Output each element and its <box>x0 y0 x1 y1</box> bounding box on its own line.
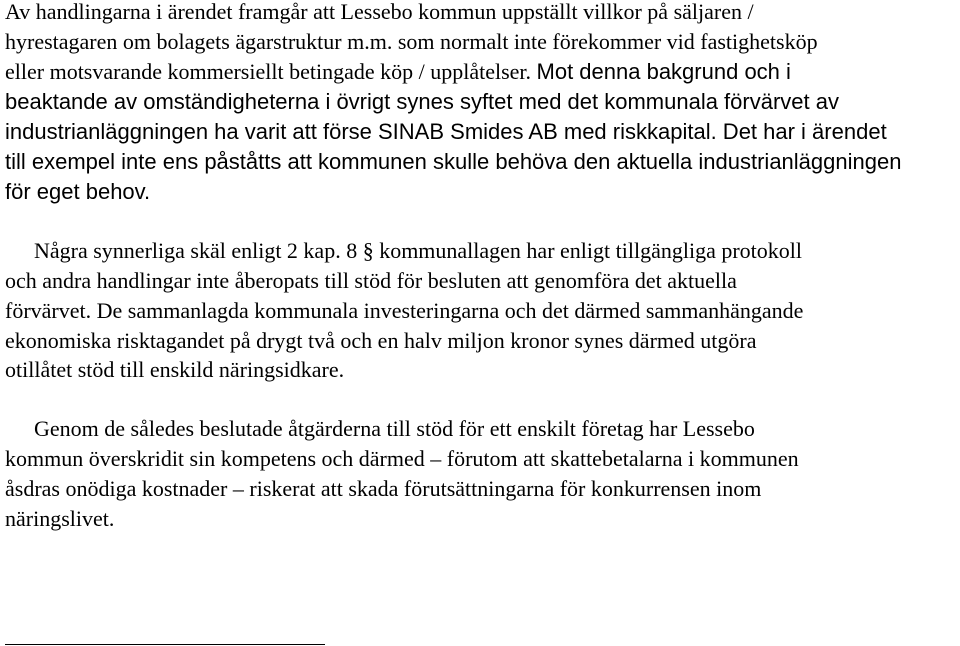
paragraph-2-line-4: ekonomiska risktagandet på drygt två och en halv miljon kronor synes därmed utgöra <box>5 328 757 353</box>
paragraph-1-line-1: Av handlingarna i ärendet framgår att Lessebo kommun uppställt villkor på säljaren / <box>5 0 754 24</box>
paragraph-1-line-3-serif: eller motsvarande kommersiellt betingade köp / upplåtelser. <box>5 59 537 84</box>
paragraph-2-line-2: och andra handlingar inte åberopats till stöd för besluten att genomföra det aktuella <box>5 268 737 293</box>
paragraph-1-line-4: beaktande av omständigheterna i övrigt synes syftet med det kommunala förvärvet av <box>5 89 839 114</box>
paragraph-2-line-1: Några synnerliga skäl enligt 2 kap. 8 § kommunallagen har enligt tillgängliga protokoll <box>34 238 802 263</box>
paragraph-2-line-5: otillåtet stöd till enskild näringsidkare. <box>5 357 345 382</box>
paragraph-1-line-6: till exempel inte ens påståtts att kommunen skulle behöva den aktuella industrianläggningen <box>5 149 902 174</box>
paragraph-1-line-3 <box>5 57 791 87</box>
paragraph-1-line-2: hyrestagaren om bolagets ägarstruktur m.m. som normalt inte förekommer vid fastighetsköp <box>5 29 818 54</box>
paragraph-1-line-3-sans: Mot denna bakgrund och i <box>536 59 791 84</box>
paragraph-1-line-5: industrianläggningen ha varit att förse SINAB Smides AB med riskkapital. Det har i ärendet <box>5 119 887 144</box>
paragraph-2-line-3: förvärvet. De sammanlagda kommunala investeringarna och det därmed sammanhängande <box>5 298 804 323</box>
paragraph-3-line-4: näringslivet. <box>5 506 115 531</box>
paragraph-1-line-7: för eget behov. <box>5 179 151 204</box>
footnote-separator <box>5 644 325 645</box>
paragraph-3-line-3: åsdras onödiga kostnader – riskerat att skada förutsättningarna för konkurrensen inom <box>5 476 762 501</box>
paragraph-3-line-2: kommun överskridit sin kompetens och därmed – förutom att skattebetalarna i kommunen <box>5 446 799 471</box>
paragraph-3-line-1: Genom de således beslutade åtgärderna till stöd för ett enskilt företag har Lessebo <box>34 416 755 441</box>
